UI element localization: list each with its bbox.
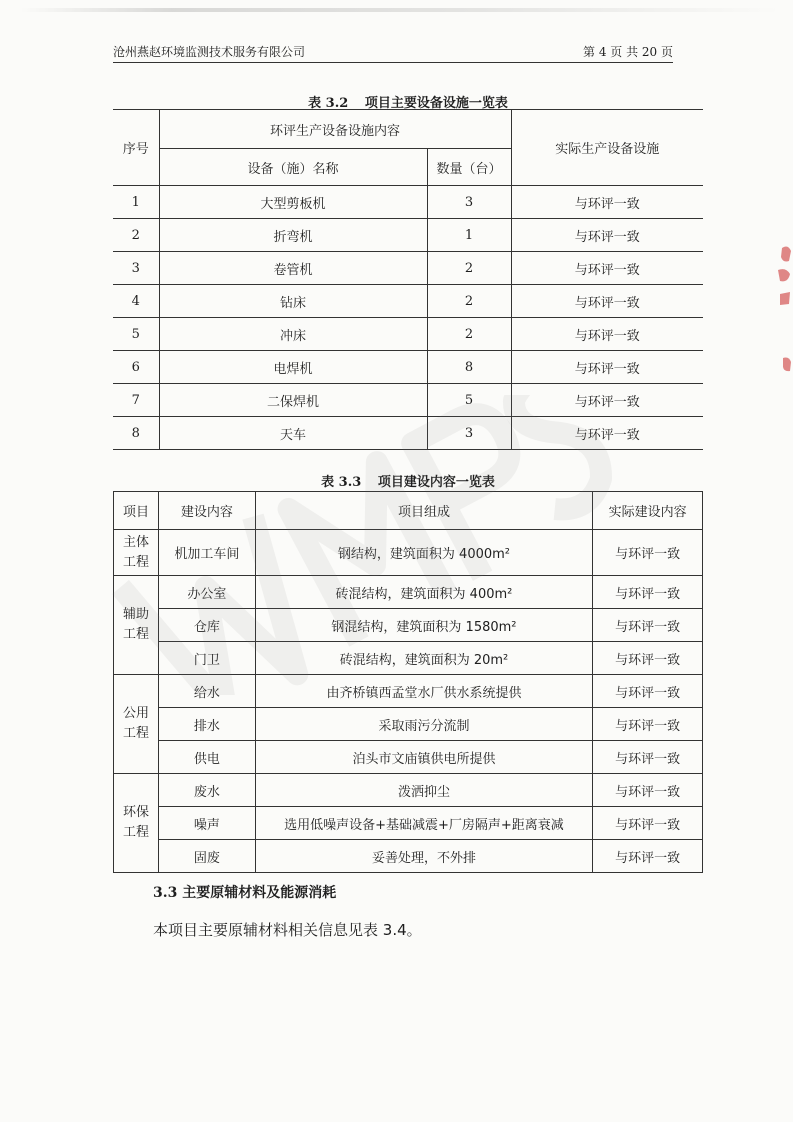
section-heading: 3.3 主要原辅材料及能源消耗 bbox=[153, 885, 337, 901]
company-name: 沧州燕赵环境监测技术服务有限公司 bbox=[113, 45, 306, 59]
table-row: 排水 采取雨污分流制 与环评一致 bbox=[114, 708, 703, 741]
group-label: 环保工程 bbox=[114, 774, 159, 873]
table-row: 仓库 钢混结构，建筑面积为 1580m² 与环评一致 bbox=[114, 609, 703, 642]
col-name-header: 设备（施）名称 bbox=[159, 149, 427, 186]
construction-table bbox=[113, 491, 703, 873]
seal-fragment bbox=[768, 230, 793, 390]
col-seq-header: 序号 bbox=[113, 110, 159, 186]
equipment-table bbox=[113, 109, 703, 450]
table-3-2-caption: 表 3.2 项目主要设备设施一览表 bbox=[308, 96, 508, 111]
col-composition-header: 项目组成 bbox=[255, 492, 592, 530]
table-3-3-caption: 表 3.3 项目建设内容一览表 bbox=[321, 475, 495, 490]
scan-artifact-line bbox=[20, 8, 780, 12]
col-content-header: 建设内容 bbox=[158, 492, 255, 530]
group-label: 辅助工程 bbox=[114, 576, 159, 675]
col-actual-header: 实际建设内容 bbox=[593, 492, 703, 530]
table-row: 6 电焊机 8 与环评一致 bbox=[113, 351, 703, 384]
table-row: 环保工程 废水 泼洒抑尘 与环评一致 bbox=[114, 774, 703, 807]
table-row: 2 折弯机 1 与环评一致 bbox=[113, 219, 703, 252]
table-row: 3 卷管机 2 与环评一致 bbox=[113, 252, 703, 285]
table-row: 噪声 选用低噪声设备+基础减震+厂房隔声+距离衰减 与环评一致 bbox=[114, 807, 703, 840]
table-row: 4 钻床 2 与环评一致 bbox=[113, 285, 703, 318]
group-label: 公用工程 bbox=[114, 675, 159, 774]
table-row: 门卫 砖混结构，建筑面积为 20m² 与环评一致 bbox=[114, 642, 703, 675]
col-qty-header: 数量（台） bbox=[427, 149, 511, 186]
table-row: 公用工程 给水 由齐桥镇西孟堂水厂供水系统提供 与环评一致 bbox=[114, 675, 703, 708]
col-group-header: 环评生产设备设施内容 bbox=[159, 110, 511, 149]
page-header bbox=[113, 42, 673, 63]
table-row: 8 天车 3 与环评一致 bbox=[113, 417, 703, 450]
table-row: 7 二保焊机 5 与环评一致 bbox=[113, 384, 703, 417]
table-row: 固废 妥善处理，不外排 与环评一致 bbox=[114, 840, 703, 873]
table-row: 5 冲床 2 与环评一致 bbox=[113, 318, 703, 351]
col-item-header: 项目 bbox=[114, 492, 159, 530]
col-actual-header: 实际生产设备设施 bbox=[511, 110, 703, 186]
page-number: 第 4 页 共 20 页 bbox=[583, 45, 673, 59]
table-row: 1 大型剪板机 3 与环评一致 bbox=[113, 186, 703, 219]
table-row: 主体工程 机加工车间 钢结构，建筑面积为 4000m² 与环评一致 bbox=[114, 530, 703, 576]
table-row: 供电 泊头市文庙镇供电所提供 与环评一致 bbox=[114, 741, 703, 774]
group-label: 主体工程 bbox=[114, 530, 159, 576]
table-row: 辅助工程 办公室 砖混结构，建筑面积为 400m² 与环评一致 bbox=[114, 576, 703, 609]
body-paragraph: 本项目主要原辅材料相关信息见表 3.4。 bbox=[153, 921, 422, 939]
